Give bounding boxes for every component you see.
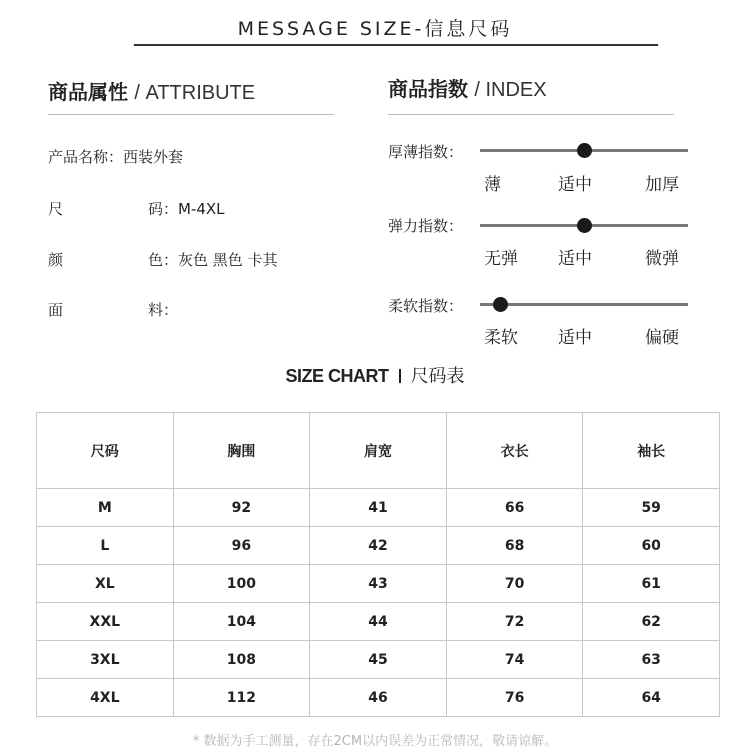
table-row — [37, 565, 720, 603]
attr-value: 色：灰色 黑色 卡其 — [148, 251, 278, 269]
header-cell: 肩宽 — [310, 413, 447, 489]
index-tick-right: 微弹 — [645, 249, 679, 269]
attr-row-name — [48, 146, 183, 167]
attr-row-color — [48, 249, 278, 270]
table-row — [37, 527, 720, 565]
attr-label: 颜 — [48, 251, 64, 269]
index-scale-label: 柔软指数： — [388, 297, 464, 315]
table-cell: 66 — [446, 489, 583, 527]
header-cell: 衣长 — [446, 413, 583, 489]
header-cell: 袖长 — [583, 413, 720, 489]
measurement-note: * 数据为手工测量，存在2CM以内误差为正常情况，敬请谅解。 — [192, 734, 558, 749]
index-heading-en: / INDEX — [474, 79, 547, 101]
size-chart-title — [0, 362, 750, 388]
table-cell: 4XL — [37, 679, 174, 717]
attribute-heading-en: / ATTRIBUTE — [134, 82, 256, 104]
index-tick-right: 加厚 — [645, 175, 679, 195]
table-cell: M — [37, 489, 174, 527]
table-cell: 64 — [583, 679, 720, 717]
attr-row-size — [48, 198, 225, 219]
table-cell: 43 — [310, 565, 447, 603]
table-cell: 112 — [173, 679, 310, 717]
table-cell: 59 — [583, 489, 720, 527]
attribute-heading — [48, 76, 255, 105]
index-tick-left: 薄 — [484, 175, 501, 195]
attr-value: 码：M-4XL — [148, 200, 225, 218]
table-cell: XL — [37, 565, 174, 603]
header-cell: 尺码 — [37, 413, 174, 489]
index-heading — [388, 73, 547, 102]
table-cell: 104 — [173, 603, 310, 641]
table-cell: 41 — [310, 489, 447, 527]
table-cell: 42 — [310, 527, 447, 565]
table-cell: L — [37, 527, 174, 565]
table-cell: 100 — [173, 565, 310, 603]
size-chart-title-en: SIZE CHART — [285, 366, 389, 386]
table-cell: 74 — [446, 641, 583, 679]
index-tick-left: 柔软 — [484, 328, 518, 348]
header-cell: 胸围 — [173, 413, 310, 489]
index-tick-right: 偏硬 — [645, 328, 679, 348]
attr-value: 西装外套 — [123, 148, 184, 166]
index-scale-track — [480, 303, 688, 306]
index-scale-marker — [577, 218, 592, 233]
index-tick-mid: 适中 — [558, 328, 592, 348]
index-tick-mid: 适中 — [558, 175, 592, 195]
table-cell: 46 — [310, 679, 447, 717]
attr-row-material — [48, 299, 178, 320]
index-scale-label: 厚薄指数： — [388, 143, 464, 161]
table-cell: 92 — [173, 489, 310, 527]
header-divider — [134, 44, 658, 46]
table-cell: 63 — [583, 641, 720, 679]
table-row — [37, 679, 720, 717]
index-heading-cn: 商品指数 — [388, 77, 468, 101]
table-row — [37, 489, 720, 527]
size-chart-title-cn: 尺码表 — [410, 366, 465, 387]
table-cell: 108 — [173, 641, 310, 679]
table-cell: 96 — [173, 527, 310, 565]
table-cell: 61 — [583, 565, 720, 603]
index-tick-left: 无弹 — [484, 249, 518, 269]
table-row — [37, 603, 720, 641]
attr-label: 产品名称： — [48, 148, 124, 166]
table-row — [37, 641, 720, 679]
table-header-row — [37, 413, 720, 489]
title-separator — [399, 369, 401, 383]
table-cell: 72 — [446, 603, 583, 641]
table-cell: 3XL — [37, 641, 174, 679]
index-divider — [388, 114, 674, 115]
size-table — [36, 412, 720, 717]
table-cell: 45 — [310, 641, 447, 679]
attribute-divider — [48, 114, 334, 115]
table-cell: 68 — [446, 527, 583, 565]
header-title: MESSAGE SIZE-信息尺码 — [237, 18, 513, 40]
index-scale-marker — [493, 297, 508, 312]
table-cell: 70 — [446, 565, 583, 603]
attribute-heading-cn: 商品属性 — [48, 80, 128, 104]
index-scale-marker — [577, 143, 592, 158]
table-cell: 76 — [446, 679, 583, 717]
index-tick-mid: 适中 — [558, 249, 592, 269]
attr-value: 料： — [148, 301, 179, 319]
table-cell: XXL — [37, 603, 174, 641]
index-scale-label: 弹力指数： — [388, 217, 464, 235]
table-cell: 44 — [310, 603, 447, 641]
attr-label: 面 — [48, 301, 64, 319]
attr-label: 尺 — [48, 200, 64, 218]
table-cell: 62 — [583, 603, 720, 641]
table-cell: 60 — [583, 527, 720, 565]
